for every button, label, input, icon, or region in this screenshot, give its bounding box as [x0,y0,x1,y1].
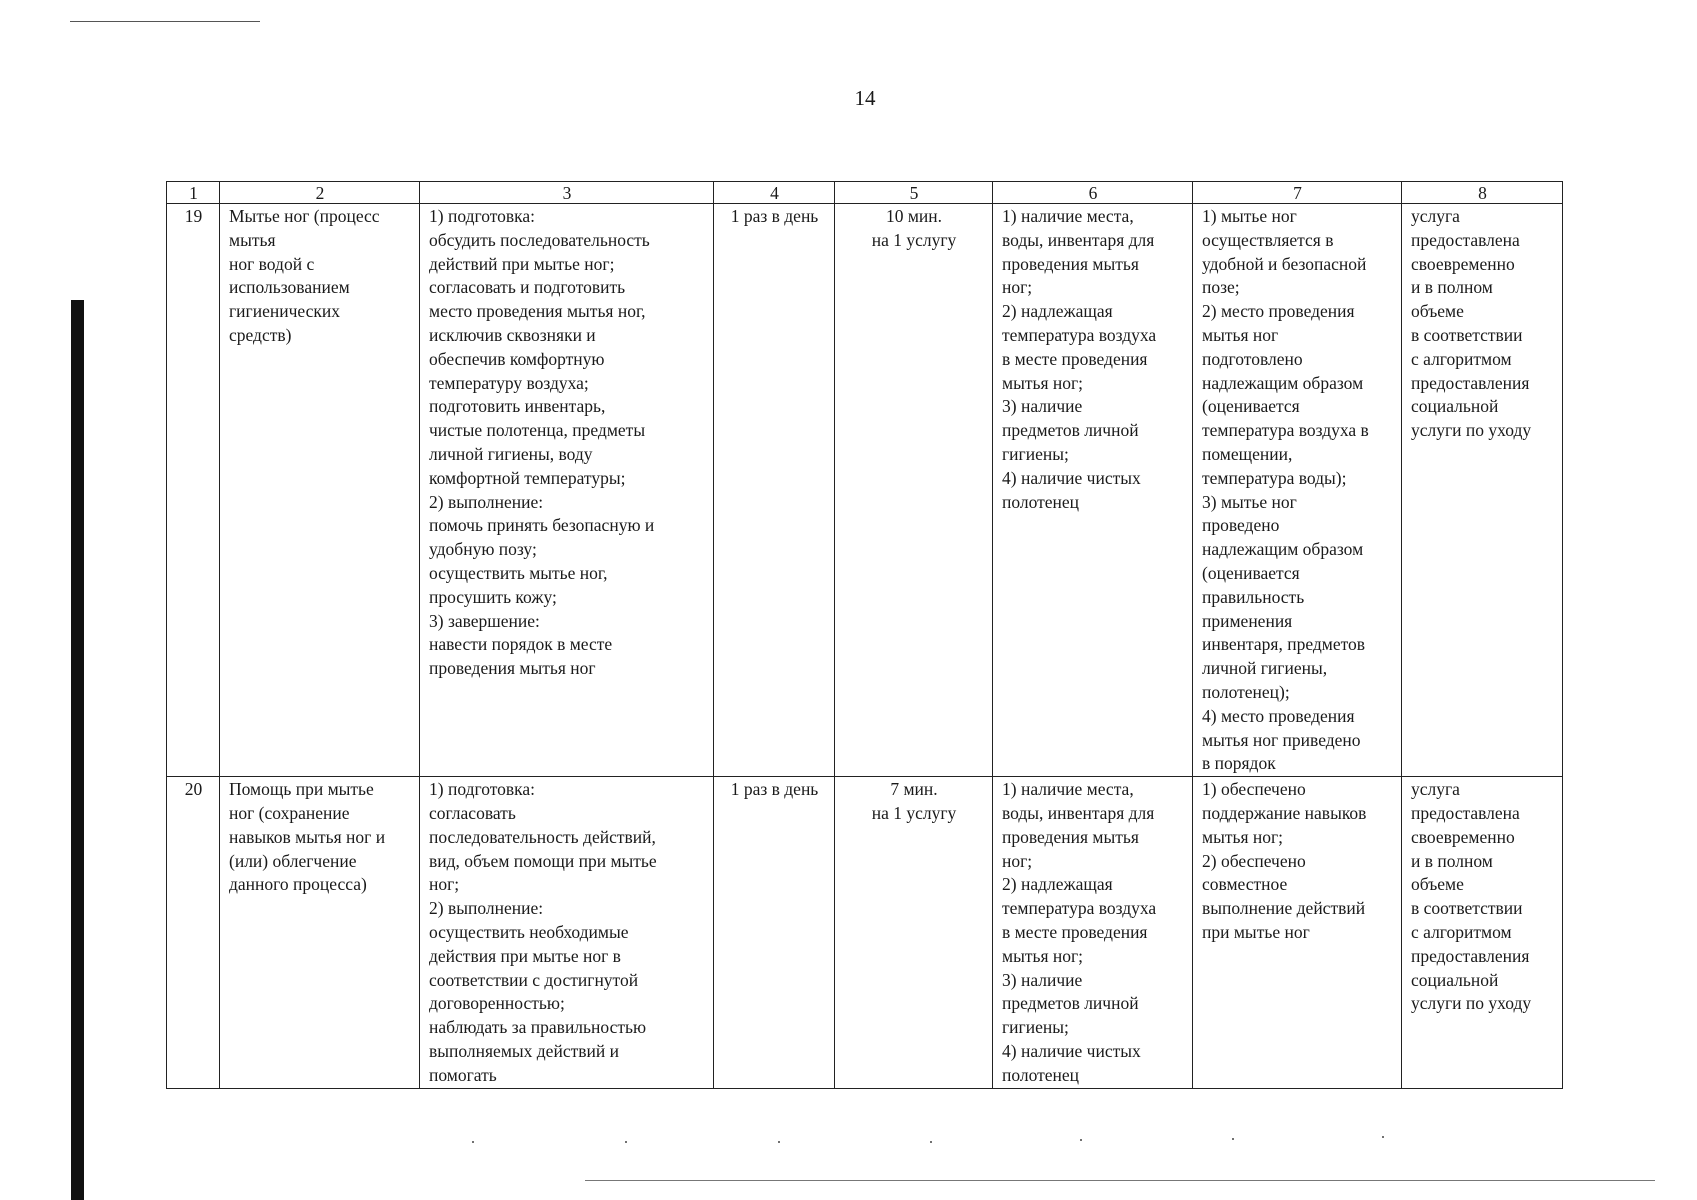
cell-text-line: и в полном [1411,850,1493,871]
cell-text-line: и в полном [1411,277,1493,298]
table-row [167,777,1563,1089]
cell-text-line: температура воздуха [1002,898,1157,919]
cell-text-line: позе; [1202,277,1240,298]
cell-text-line: согласовать [429,802,516,823]
cell-text-line: подготовлено [1202,348,1303,369]
cell-text-line: температура воды); [1202,467,1347,488]
cell-text-line: объеме [1411,301,1464,322]
quality-cell [1193,204,1402,777]
cell-text-line: навести порядок в месте [429,634,613,655]
column-number: 2 [220,182,420,204]
cell-text-line: на 1 услугу [871,229,957,250]
cell-text-line: помещении, [1202,443,1293,464]
cell-text-line: правильность [1202,586,1305,607]
cell-text-line: проведения мытья [1002,826,1139,847]
conditions-cell [993,204,1193,777]
cell-text-line: с алгоритмом [1411,348,1512,369]
cell-text-line: гигиены; [1002,443,1069,464]
cell-text-line: своевременно [1411,826,1515,847]
cell-text-line: Помощь при мытье [229,779,374,800]
cell-text-line: действий при мытье ног; [429,253,615,274]
cell-text-line: использованием [229,277,350,298]
duration-cell [835,204,993,777]
scan-speck [1080,1139,1082,1141]
cell-text-line: просушить кожу; [429,586,557,607]
cell-text-line: воды, инвентаря для [1002,229,1155,250]
column-number: 5 [835,182,993,204]
cell-text-line: социальной [1411,396,1499,417]
cell-text-line: 2) выполнение: [429,898,544,919]
duration-cell [835,777,993,1089]
cell-text-line: ног водой с [229,253,315,274]
cell-text-line: услуги по уходу [1411,993,1532,1014]
table-row [167,204,1563,777]
cell-text-line: 1) обеспечено [1202,779,1306,800]
cell-text-line: обеспечив комфортную [429,348,605,369]
cell-text-line: помочь принять безопасную и [429,515,655,536]
column-number: 4 [714,182,835,204]
cell-text-line: температура воздуха в [1202,420,1369,441]
cell-text-line: выполняемых действий и [429,1040,619,1061]
cell-text-line: (оценивается [1202,562,1300,583]
quality-cell [1193,777,1402,1089]
cell-text-line: мытья ног [1202,324,1279,345]
cell-text-line: осуществить мытье ног, [429,562,608,583]
cell-text-line: полотенец [1002,491,1080,512]
cell-text-line: мытья ног приведено [1202,729,1361,750]
cell-text-line: мытья [229,229,276,250]
cell-text-line: предоставления [1411,372,1530,393]
cell-text-line: воды, инвентаря для [1002,802,1155,823]
cell-text-line: предоставлена [1411,802,1520,823]
cell-text-line: удобной и безопасной [1202,253,1367,274]
scan-artifact-line [585,1180,1655,1181]
cell-text-line: удобную позу; [429,539,537,560]
cell-text-line: ног (сохранение [229,802,350,823]
cell-text-line: гигиенических [229,301,340,322]
cell-text-line: ног; [1002,850,1033,871]
cell-text-line: место проведения мытья ног, [429,301,646,322]
cell-text-line: услуги по уходу [1411,420,1532,441]
cell-text-line: комфортной температуры; [429,467,626,488]
cell-text-line: надлежащим образом [1202,539,1364,560]
frequency-cell [714,777,835,1089]
scan-speck [1232,1138,1234,1140]
cell-text-line: осуществить необходимые [429,921,629,942]
column-number: 1 [167,182,220,204]
cell-text-line: в соответствии [1411,324,1523,345]
cell-text-line: средств) [229,324,292,345]
cell-text-line: личной гигиены, [1202,658,1328,679]
cell-text-line: подготовить инвентарь, [429,396,606,417]
cell-text-line: в месте проведения [1002,921,1148,942]
cell-text-line: предметов личной [1002,420,1139,441]
scan-speck [472,1141,474,1143]
cell-text-line: предоставления [1411,945,1530,966]
row-number: 20 [167,777,220,1089]
evaluation-cell [1402,777,1563,1089]
cell-text-line: (оценивается [1202,396,1300,417]
scan-speck [930,1141,932,1143]
services-table [166,181,1563,1089]
cell-text-line: Мытье ног (процесс [229,206,380,226]
scan-speck [778,1141,780,1143]
cell-text-line: 2) место проведения [1202,301,1355,322]
page-number: 14 [854,86,876,110]
cell-text-line: проведено [1202,515,1280,536]
cell-text-line: в соответствии [1411,898,1523,919]
cell-text-line: предоставлена [1411,229,1520,250]
cell-text-line: 3) наличие [1002,396,1083,417]
row-number: 19 [167,204,220,777]
cell-text-line: температуру воздуха; [429,372,589,393]
cell-text-line: действия при мытье ног в [429,945,621,966]
cell-text-line: последовательность действий, [429,826,656,847]
cell-text-line: 4) наличие чистых [1002,1040,1141,1061]
column-number: 3 [420,182,714,204]
service-name-cell [220,777,420,1089]
cell-text-line: услуга [1411,779,1460,800]
cell-text-line: при мытье ног [1202,921,1310,942]
scan-artifact-line [70,21,260,22]
cell-text-line: 7 мин. [890,779,938,800]
cell-text-line: надлежащим образом [1202,372,1364,393]
cell-text-line: услуга [1411,206,1460,226]
procedure-cell [420,777,714,1089]
cell-text-line: 1) подготовка: [429,206,536,226]
cell-text-line: осуществляется в [1202,229,1334,250]
cell-text-line: обсудить последовательность [429,229,650,250]
column-number: 8 [1402,182,1563,204]
cell-text-line: помогать [429,1064,497,1085]
cell-text-line: полотенец [1002,1064,1080,1085]
column-number: 6 [993,182,1193,204]
cell-text-line: объеме [1411,874,1464,895]
cell-text-line: 10 мин. [885,206,943,226]
cell-text-line: с алгоритмом [1411,921,1512,942]
cell-text-line: 2) выполнение: [429,491,544,512]
cell-text-line: 3) мытье ног [1202,491,1297,512]
scan-speck [625,1141,627,1143]
procedure-cell [420,204,714,777]
cell-text-line: мытья ног; [1202,826,1284,847]
cell-text-line: данного процесса) [229,874,367,895]
cell-text-line: в месте проведения [1002,348,1148,369]
cell-text-line: предметов личной [1002,993,1139,1014]
cell-text-line: проведения мытья ног [429,658,596,679]
column-number: 7 [1193,182,1402,204]
cell-text-line: ног; [1002,277,1033,298]
cell-text-line: 4) место проведения [1202,705,1355,726]
cell-text-line: инвентаря, предметов [1202,634,1366,655]
cell-text-line: 2) обеспечено [1202,850,1306,871]
cell-text-line: 1) наличие места, [1002,779,1134,800]
cell-text-line: выполнение действий [1202,898,1366,919]
cell-text-line: наблюдать за правильностью [429,1017,647,1038]
scan-speck [1382,1136,1384,1138]
cell-text-line: совместное [1202,874,1288,895]
cell-text-line: применения [1202,610,1293,631]
scan-artifact-bar [71,300,84,1200]
cell-text-line: поддержание навыков [1202,802,1367,823]
cell-text-line: ног; [429,874,460,895]
column-number-row [167,182,1563,204]
cell-text-line: чистые полотенца, предметы [429,420,646,441]
cell-text-line: мытья ног; [1002,372,1084,393]
cell-text-line: температура воздуха [1002,324,1157,345]
cell-text-line: согласовать и подготовить [429,277,626,298]
cell-text-line: 2) надлежащая [1002,301,1113,322]
cell-text-line: личной гигиены, воду [429,443,593,464]
evaluation-cell [1402,204,1563,777]
cell-text-line: навыков мытья ног и [229,826,386,847]
cell-text-line: 4) наличие чистых [1002,467,1141,488]
cell-text-line: на 1 услугу [871,802,957,823]
cell-text-line: 1 раз в день [730,779,819,800]
cell-text-line: 3) наличие [1002,969,1083,990]
cell-text-line: 1) мытье ног [1202,206,1297,226]
cell-text-line: 1) подготовка: [429,779,536,800]
cell-text-line: своевременно [1411,253,1515,274]
frequency-cell [714,204,835,777]
cell-text-line: проведения мытья [1002,253,1139,274]
cell-text-line: (или) облегчение [229,850,357,871]
cell-text-line: договоренностью; [429,993,565,1014]
cell-text-line: исключив сквозняки и [429,324,596,345]
cell-text-line: 1) наличие места, [1002,206,1134,226]
service-name-cell [220,204,420,777]
cell-text-line: соответствии с достигнутой [429,969,639,990]
cell-text-line: 3) завершение: [429,610,540,631]
cell-text-line: мытья ног; [1002,945,1084,966]
conditions-cell [993,777,1193,1089]
cell-text-line: полотенец); [1202,681,1290,702]
cell-text-line: в порядок [1202,753,1276,774]
cell-text-line: 1 раз в день [730,206,819,226]
cell-text-line: социальной [1411,969,1499,990]
cell-text-line: гигиены; [1002,1017,1069,1038]
cell-text-line: 2) надлежащая [1002,874,1113,895]
cell-text-line: вид, объем помощи при мытье [429,850,657,871]
